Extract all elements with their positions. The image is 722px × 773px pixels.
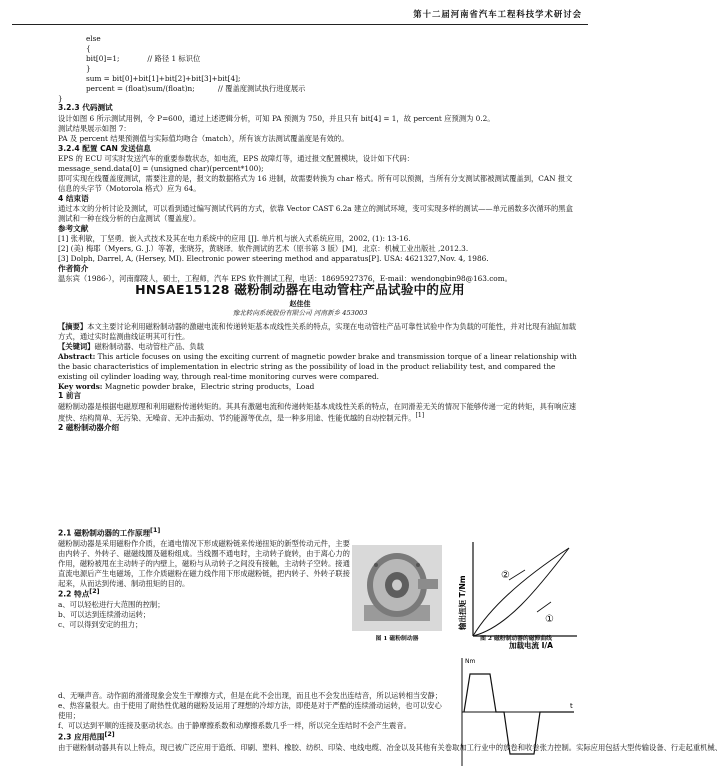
subsection-heading: 2.1 磁粉制动器的工作原理 bbox=[58, 528, 151, 538]
previous-article-tail bbox=[58, 34, 578, 284]
reference-item: [2] (美) 梅耶（Myers, G. J.）等著，张晓芬，黄晓译．软件测试的艺术（原书第 3 版）[M]．北京：机械工业出版社 ,2012.3. bbox=[58, 243, 469, 253]
abstract-block bbox=[58, 322, 578, 433]
code-line: sum = bit[0]+bit[1]+bit[2]+bit[3]+bit[4]; bbox=[86, 73, 241, 83]
y-axis-label: Nm bbox=[465, 658, 476, 665]
paragraph: 磁粉制动器是采用磁粉作介质，在通电情况下形成磁粉链来传递扭矩的新型传动元件，主要由内转子、外转子、磁磁线圈及磁粉组成。当线圈不通电时，主动转子旋转，由于离心力的作用，磁粉被甩在主动转子的内壁上，磁粉与从动转子之间没有接触，主动转子空转。接通直流电源后产生电磁场，工作介质磁粉在磁力线作用下形成磁粉链，把内转子、外转子联接起来，从而达到传递、制动扭矩的目的。 bbox=[58, 538, 350, 588]
abstract-en-text: This article focuses on using the exciting current of magnetic powder brake and transmission torque of a linear relationship with the basic characteristics of implementation in electric string as the possibility of load in the product reliability test, and compared the existing oil cylinder loading way, through real-time monitoring curves were compared. bbox=[58, 351, 577, 381]
figure-torque-time bbox=[452, 654, 580, 770]
section-heading: 3.2.3 代码测试 bbox=[58, 103, 113, 113]
citation: [1] bbox=[415, 411, 425, 419]
code-line: message_send.data[0] = (unsigned char)(percent*100); bbox=[58, 163, 264, 173]
figure-caption: 图 1 磁粉制动器 bbox=[375, 636, 419, 642]
abstract-en bbox=[58, 352, 578, 382]
header-rule bbox=[12, 24, 588, 25]
section-heading: 2 磁粉制动器介绍 bbox=[58, 423, 120, 433]
paragraph-text: 磁粉制动器是根据电磁原理和利用磁粉传递转矩的。其具有激磁电流和传递转矩基本成线性关系的特点，在同滑差无关的情况下能够传递一定的转矩，具有响应速度快、结构简单、无污染、无噪音、无冲击振动、节约能源等优点，是一种多用途、性能优越的自动控制元件。 bbox=[58, 401, 577, 423]
author-heading: 作者简介 bbox=[58, 263, 89, 273]
curve-falling bbox=[473, 548, 569, 636]
section-heading: 3.2.4 配置 CAN 发送信息 bbox=[58, 143, 151, 153]
curve-label-2: ② bbox=[501, 570, 510, 581]
paragraph: 设计如图 6 所示测试用例，令 P=600，通过上述逻辑分析，可知 PA 预测为 750，并且只有 bit[4] = 1，故 percent 应预测为 0.2。 bbox=[58, 113, 495, 123]
article-title: HNSAE15128 磁粉制动器在电动管柱产品试验中的应用 bbox=[135, 282, 465, 297]
paragraph: 即可实现在线覆盖度测试，需要注意的是，报文的数据格式为 16 进制，故需要转换为 char 格式。所有可以预测，当所有分支测试都被测试覆盖到，CAN 报文信息的头字节（Motorola 格式）应为 64。 bbox=[58, 173, 573, 193]
keywords-zh bbox=[58, 342, 578, 352]
code-line: } bbox=[58, 93, 63, 103]
abstract-text: 本文主要讨论利用磁粉制动器的激磁电流和传递转矩基本成线性关系的特点，实现在电动管柱产品可靠性试验中作为负载的可能性，并对比现有油缸加载方式，通过实时监测曲线证明其可行性。 bbox=[58, 322, 577, 341]
paragraph: 通过本文的分析讨论及测试，可以看到通过编写测试代码的方式，依靠 Vector CAST 6.2a 建立的测试环境，变可实现多样的测试——单元函数多次循环的黑盒测试和一种在线分析的白盒测试（覆盖度）。 bbox=[58, 203, 573, 223]
list-item: b、可以达到连续滑动运转； bbox=[58, 610, 151, 620]
section-heading: 4 结束语 bbox=[58, 193, 89, 203]
curve-label-1: ① bbox=[545, 614, 554, 625]
figure-caption: 图 2 磁粉制动器的磁滞曲线 bbox=[480, 636, 552, 642]
x-axis-label: 加载电流 I/A bbox=[509, 641, 553, 650]
running-header: 第十二届河南省汽车工程科技学术研讨会 bbox=[413, 9, 582, 19]
keywords-label: 【关键词】 bbox=[58, 341, 95, 351]
list-item: d、无噪声音。动作面的滑滑现象会发生干摩擦方式，但是在此不会出现，而且也不会发出连结音，所以运转相当安静； bbox=[58, 691, 443, 700]
reference-item: [3] Dolph, Darrel, A, (Hersey, MI). Electronic power steering method and apparatus[P]. USA: 4621327,Nov. 4, 1986. bbox=[58, 253, 489, 263]
keywords-en-text: Magnetic powder brake，Electric string products，Load bbox=[104, 381, 315, 391]
abstract-en-label: Abstract: bbox=[58, 351, 96, 361]
paragraph bbox=[58, 402, 578, 423]
list-item: e、热容量很大。由于使用了耐热性优越的磁粉及运用了理想的冷却方法，即使是对于严酷的连续滑动运转，也可以安心使用； bbox=[58, 700, 442, 720]
left-column bbox=[58, 527, 354, 630]
list-item: c、可以得到安定的扭力； bbox=[58, 620, 143, 630]
author-bio: 温东宾（1986-），河南鄢陵人，硕士，工程师，汽车 EPS 软件测试工程，电话：18695927376，E-mail：wendongbin98@163.com。 bbox=[58, 274, 512, 284]
keywords-en bbox=[58, 382, 578, 392]
torque-time-plot bbox=[452, 654, 580, 770]
code-line: } bbox=[86, 63, 91, 73]
torque-trace bbox=[464, 674, 574, 754]
subsection-heading: 2.2 特点 bbox=[58, 589, 90, 599]
abstract-label: 【摘要】 bbox=[58, 322, 88, 331]
citation: [1] bbox=[150, 527, 161, 534]
article-affiliation: 豫北转向系统股份有限公司 河南新乡 453003 bbox=[232, 309, 368, 317]
paragraph: EPS 的 ECU 可实时发送汽车的重要参数状态，如电流，EPS 故障灯等，通过报文配置模块，设计如下代码： bbox=[58, 153, 414, 163]
list-item: a、可以轻松进行大范围的控制； bbox=[58, 600, 165, 610]
keywords-text: 磁粉制动器、电动管柱产品、负载 bbox=[94, 341, 204, 351]
brake-illustration bbox=[352, 545, 442, 631]
paragraph: PA 及 percent 结果预测值与实际值均吻合（match），所有该方法测试覆盖度是有效的。 bbox=[58, 133, 349, 143]
arrow-up bbox=[509, 570, 525, 580]
keywords-en-label: Key words: bbox=[58, 381, 103, 391]
references-heading: 参考文献 bbox=[58, 223, 89, 233]
citation: [2] bbox=[104, 730, 115, 738]
subsection-heading: 2.3 应用范围 bbox=[58, 732, 105, 742]
code-line: bit[0]=1; // 路径 1 标识位 bbox=[86, 53, 201, 63]
x-axis-label: t bbox=[570, 702, 573, 710]
citation: [2] bbox=[89, 588, 100, 596]
curve-rising bbox=[473, 548, 569, 636]
article-author: 赵佳佳 bbox=[289, 299, 311, 308]
code-line: else bbox=[86, 34, 101, 43]
list-item: f、可以达到平顺的连接及驱动状态。由于静摩擦系数和动摩擦系数几乎一样，所以完全连结时不会产生震音。 bbox=[58, 720, 411, 730]
y-axis-label: 输出扭矩 T/Nm bbox=[458, 575, 467, 630]
reference-item: [1] 张利敏，丁坚勇．嵌入式技术及其在电力系统中的应用 [J]. 单片机与嵌入式系统应用，2002, (1): 13-16. bbox=[58, 234, 411, 243]
code-line: { bbox=[86, 43, 91, 53]
code-block bbox=[58, 34, 578, 94]
code-line: percent = (float)sum/(float)n; // 覆盖度测试执行进度展示 bbox=[86, 83, 306, 93]
section-heading: 1 前言 bbox=[58, 391, 82, 401]
figure-brake-photo bbox=[352, 545, 442, 643]
paragraph: 测试结果展示如图 7： bbox=[58, 123, 131, 133]
abstract-zh bbox=[58, 322, 578, 342]
paragraph: 由于磁粉制动器具有以上特点，现已被广泛应用于造纸、印刷、塑料、橡胶、纺织、印染、电线电缆、冶金以及其他有关卷取加工行业中的放卷和收卷张力控制。实际应用包括大型传输设备、行走起重机械、 bbox=[58, 742, 722, 752]
arrow-up-lower bbox=[537, 602, 551, 612]
